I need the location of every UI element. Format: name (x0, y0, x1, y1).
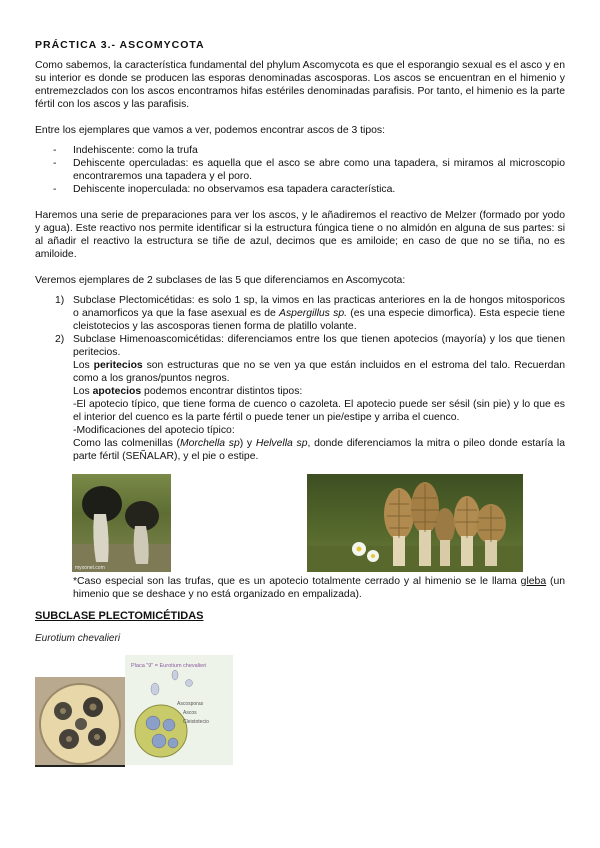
item-text: (es una especie dimorfica). Esta especie tiene cleistotecios y las ascosporas tienen forma de platillo volante. (73, 308, 565, 332)
item-text: Subclase Himenoascomicétidas: diferenciamos entre los que tienen apotecios (mayoría) y los que tienen peritecios. (73, 334, 565, 358)
apotecios-text (35, 385, 565, 398)
melzer-paragraph: Haremos una serie de preparaciones para ver los ascos, y le añadiremos el reactivo de Melzer (formado por yodo y agua). Este reactivo nos permite identificar si la estructura fúngica tiene o no almidón en alguna de sus partes: si al añadir el reactivo la estructura se tiñe de azul, decimos que es amiloide; en caso de que no se tiña, no es amiloide. (35, 210, 565, 260)
text: ) y (239, 438, 256, 449)
list-item (35, 144, 565, 157)
diagram-label: Ascosporas (177, 701, 204, 707)
diagram-label: Ascos (183, 710, 197, 716)
bold-term: peritecios (93, 360, 143, 371)
text: Como las colmenillas ( (73, 438, 180, 449)
subclasses-intro: Veremos ejemplares de 2 subclases de las 5 que diferenciamos en Ascomycota: (35, 275, 406, 286)
text: (un himenio que se deshace y no está organizado en empalizada). (73, 576, 566, 600)
list-marker: 2) (55, 334, 65, 345)
types-intro: Entre los ejemplares que vamos a ver, podemos encontrar ascos de 3 tipos: (35, 125, 386, 136)
helvella-photo (72, 474, 171, 572)
photo-underline (35, 765, 125, 767)
peritecios-text (35, 359, 565, 385)
underlined-term: gleba (520, 576, 547, 587)
list-marker: - (53, 184, 57, 195)
species-name: Aspergillus sp. (279, 308, 347, 319)
item-text: Subclase Plectomicétidas: es solo 1 sp, la vimos en las practicas anteriores en la de hongos mitosporicos o anamorficos ya que la fase asexual es de (73, 295, 565, 319)
colmenillas-text (35, 437, 565, 463)
list-item-plectomicetidas (35, 294, 565, 333)
diagram-label: Cleistotecio (183, 719, 209, 725)
petri-dish-image (35, 677, 125, 767)
helvella-mushroom-image (72, 474, 171, 572)
morchella-mushroom-image (307, 474, 523, 572)
list-item-himenoascomicetidas (35, 333, 565, 359)
list-marker: 1) (55, 295, 65, 306)
species-caption: Eurotium chevalieri (35, 633, 121, 644)
list-item (35, 157, 565, 183)
list-item-text: Dehiscente operculadas: es aquella que el asco se abre como una tapadera, si miramos al microscopio encontraremos una tapadera y el poro. (73, 158, 565, 182)
page-title: PRÁCTICA 3.- ASCOMYCOTA (35, 39, 205, 51)
list-item (35, 183, 565, 196)
list-marker: - (53, 145, 57, 156)
eurotium-diagram (125, 655, 233, 765)
photo-watermark: myxonet.com (75, 565, 105, 571)
text: Los (73, 386, 93, 397)
text: , donde diferenciamos la mitra o pileo donde estaría la parte fértil (SEÑALAR), y el pie o estipe. (73, 438, 566, 462)
subclasses-list (35, 294, 565, 463)
trufa-note (73, 575, 565, 601)
text: *Caso especial son las trufas, que es un apotecio totalmente cerrado y al himenio se le llama (73, 576, 521, 587)
modificaciones-text: -Modificaciones del apotecio típico: (73, 425, 235, 436)
intro-paragraph: Como sabemos, la característica fundamental del phylum Ascomycota es que el esporangio sexual es el asco y en su interior es donde se producen las esporas denominadas ascosporas. Los ascos se encuentran en el himenio y entremezclados con los ascos encontramos hifas estériles denominadas parafisis. Por tanto, el himenio es la parte fértil con los ascos y las parafisis. (35, 60, 565, 110)
apotecio-tipico-text: -El apotecio típico, que tiene forma de cuenco o cazoleta. El apotecio puede ser sésil (sin pie) y lo que es el interior del cuenco es la parte fértil o puede tener un pie/estipe y arriba el cuenco. (73, 399, 565, 423)
asco-types-list (35, 144, 565, 196)
list-marker: - (53, 158, 57, 169)
section-heading: SUBCLASE PLECTOMICÉTIDAS (35, 610, 204, 622)
species-name: Helvella sp (255, 438, 308, 449)
bold-term: apotecios (92, 386, 142, 397)
eurotium-diagram-image (125, 655, 233, 765)
petri-dish-photo (35, 677, 125, 767)
list-item-text: Dehiscente inoperculada: no observamos esa tapadera característica. (73, 184, 396, 195)
morchella-photo (307, 474, 523, 572)
text: podemos encontrar distintos tipos: (141, 386, 303, 397)
species-name: Morchella sp (180, 438, 240, 449)
diagram-heading: Placa "9" = Eurotium chevalieri (131, 663, 207, 669)
text: Los (73, 360, 94, 371)
list-item-text: Indehiscente: como la trufa (73, 145, 198, 156)
text: son estructuras que no se ven ya que están incluidos en el estroma del talo. Recuerdan como a los granos/puntos negros. (73, 360, 566, 384)
